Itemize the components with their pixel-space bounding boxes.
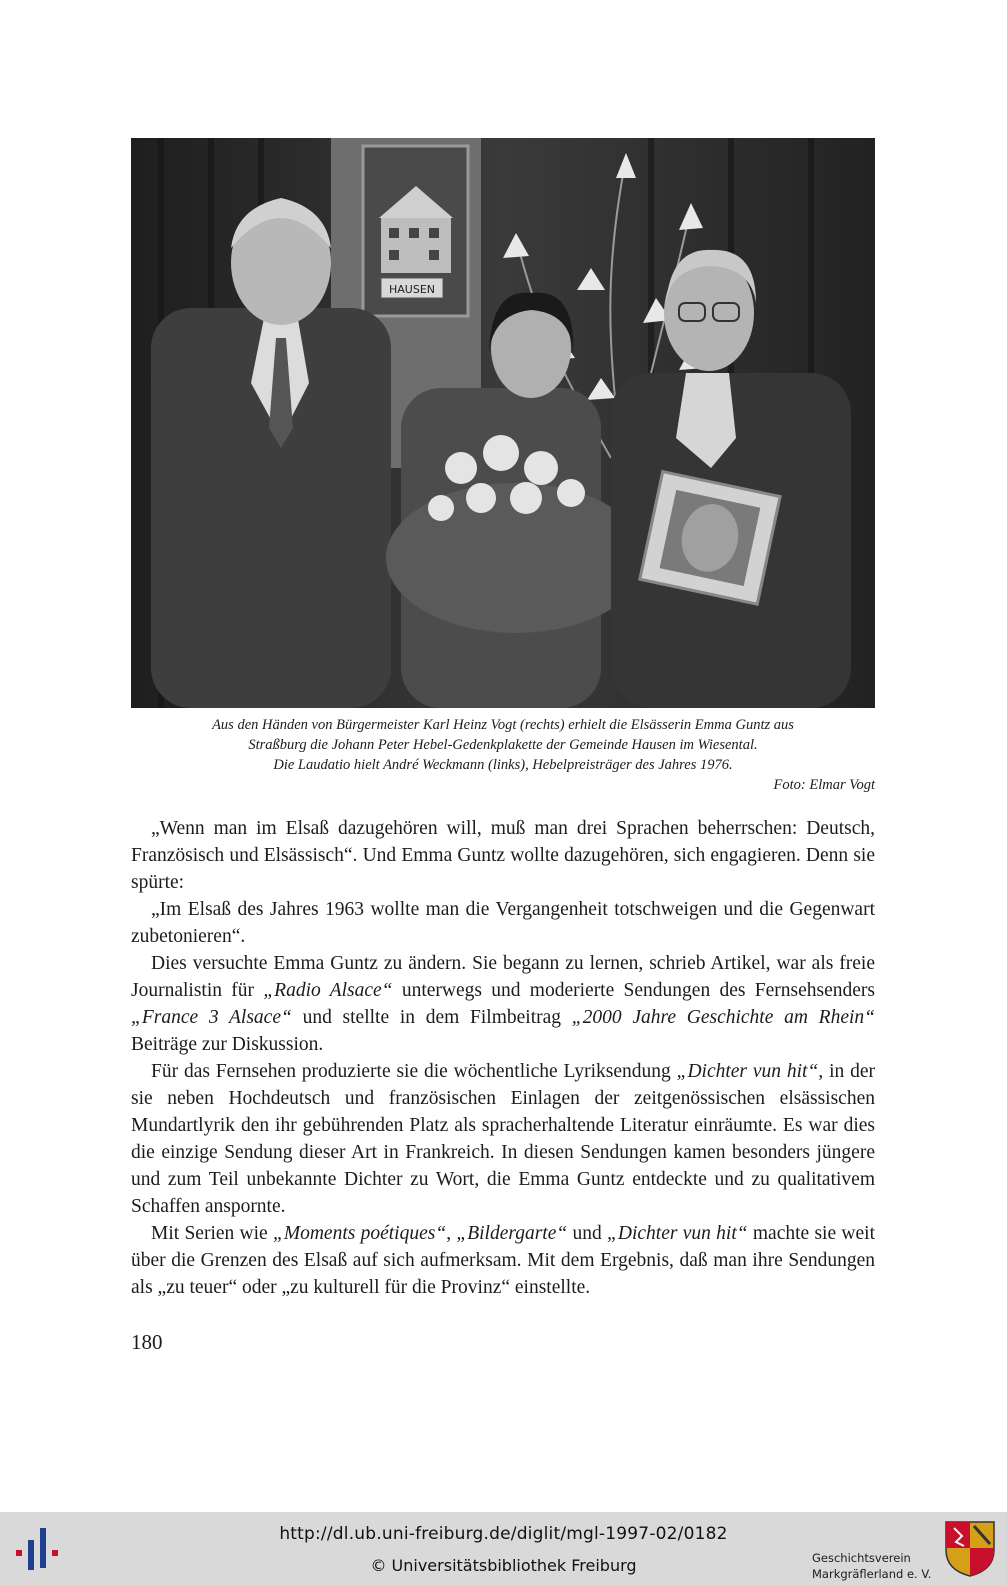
photo-illustration <box>131 138 875 708</box>
caption-line-1: Aus den Händen von Bürgermeister Karl Heinz Vogt (rechts) erhielt die Elsässerin Emma Guntz aus <box>212 717 794 733</box>
text-run: unterwegs und moderierte Sendungen des Fernsehsenders <box>392 980 876 1001</box>
paragraph-4 <box>131 1058 875 1220</box>
award-photo <box>131 138 875 708</box>
article-body <box>131 815 875 1301</box>
society-name <box>812 1550 940 1582</box>
coat-of-arms-icon <box>944 1520 996 1578</box>
text-run: Für das Fernsehen produzierte sie die wöchentliche Lyriksendung <box>151 1061 677 1082</box>
italic-title: „Dichter vun hit“ <box>676 1061 819 1082</box>
hausen-sign: HAUSEN <box>388 283 436 296</box>
text-run: Dies versuchte Emma Guntz zu ändern. Sie begann zu lernen, schrieb Artikel, war als freie Journalistin für <box>131 953 875 1001</box>
paragraph-2: „Im Elsaß des Jahres 1963 wollte man die Vergangenheit totschweigen und die Gegenwart zubetonieren“. <box>131 899 875 947</box>
paragraph-5 <box>131 1220 875 1301</box>
caption-line-2: Straßburg die Johann Peter Hebel-Gedenkplakette der Gemeinde Hausen im Wiesental. <box>248 737 758 753</box>
italic-title: „2000 Jahre Geschichte am Rhein“ <box>571 1007 875 1028</box>
text-run: , in der sie neben Hochdeutsch und französischen Einlagen der zeitgenössischen elsässischen Mundartlyrik den ihr gebührenden Platz als spracherhaltende Literatur einräumte. Es war dies die einzige Sendung dieser Art in Frankreich. In diesen Sendungen kamen besonders jüngere und zum Teil unbekannte Dichter zu Wort, die Emma Guntz entdeckte und zu qualitativem Schaffen anspornte. <box>131 1061 875 1217</box>
text-run: und stellte in dem Filmbeitrag <box>291 1007 572 1028</box>
photo-credit: Foto: Elmar Vogt <box>773 777 875 793</box>
paragraph-1: „Wenn man im Elsaß dazugehören will, muß man drei Sprachen beherrschen: Deutsch, Französisch und Elsässisch“. Und Emma Guntz wollte dazugehören, sich engagieren. Denn sie spürte: <box>131 818 875 893</box>
paragraph-3 <box>131 950 875 1058</box>
photo-caption <box>131 715 875 795</box>
page-number: 180 <box>131 1330 163 1354</box>
italic-title: „France 3 Alsace“ <box>131 1007 292 1028</box>
society-line-2: Markgräflerland e. V. <box>812 1567 932 1581</box>
text-run: machte sie weit über die Grenzen des Elsaß auf sich aufmerksam. Mit dem Ergebnis, daß man ihre Sendungen als „zu teuer“ oder „zu kulturell für die Provinz“ einstellte. <box>131 1223 875 1298</box>
italic-title: „Moments poétiques“ <box>273 1223 447 1244</box>
italic-title: „Dichter vun hit“ <box>607 1223 748 1244</box>
footer-bar <box>0 1512 1007 1585</box>
text-run: Mit Serien wie <box>151 1223 273 1244</box>
italic-title: „Bildergarte“ <box>456 1223 568 1244</box>
copyright-notice: © Universitätsbibliothek Freiburg <box>370 1556 637 1575</box>
text-run: und <box>567 1223 608 1244</box>
text-run: Beiträge zur Diskussion. <box>131 1034 324 1055</box>
society-line-1: Geschichtsverein <box>812 1551 911 1565</box>
text-run: , <box>446 1223 457 1244</box>
caption-line-3: Die Laudatio hielt André Weckmann (links), Hebelpreisträger des Jahres 1976. <box>273 757 733 773</box>
document-url[interactable]: http://dl.ub.uni-freiburg.de/diglit/mgl-1997-02/0182 <box>279 1524 728 1544</box>
italic-title: „Radio Alsace“ <box>263 980 393 1001</box>
